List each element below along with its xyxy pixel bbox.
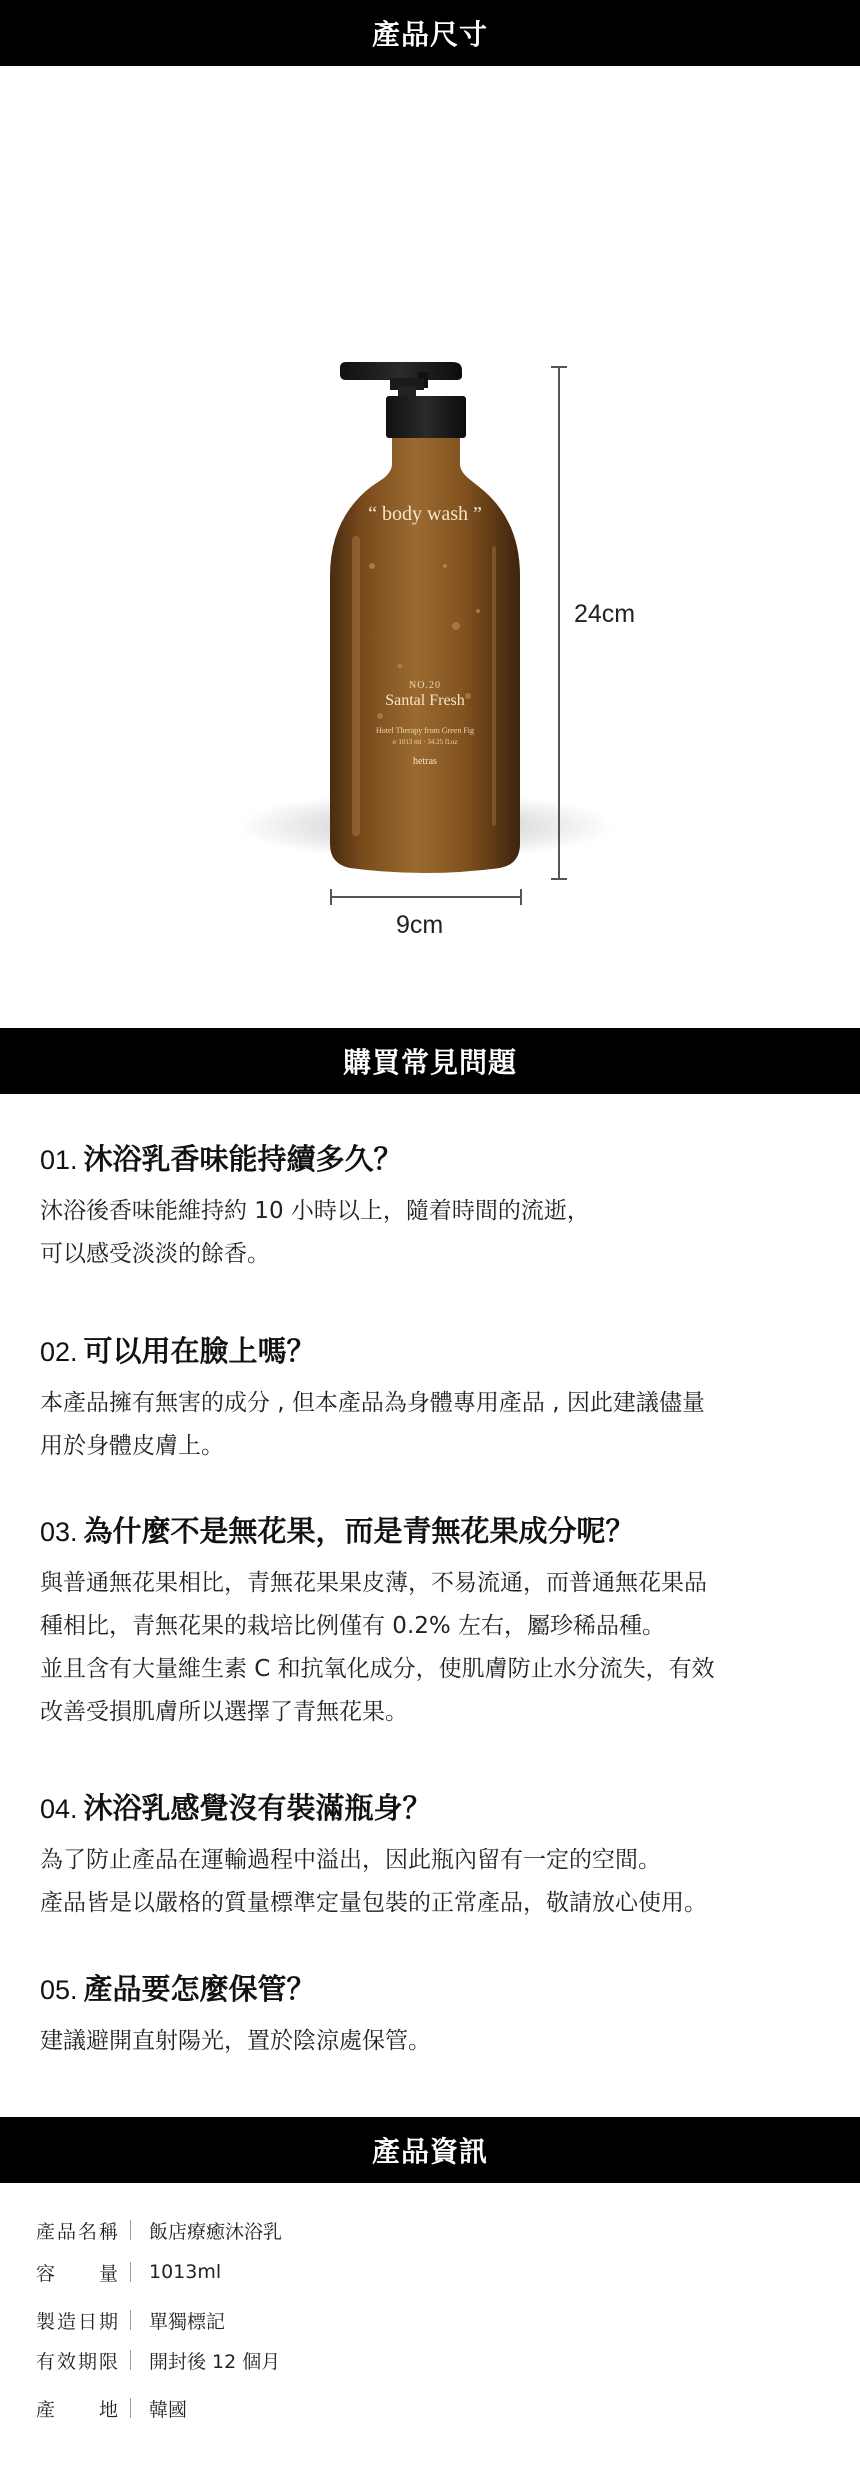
faq-question xyxy=(40,1331,820,1372)
info-row xyxy=(36,2392,187,2424)
faq-answer: 建議避開直射陽光，置於陰涼處保管。 xyxy=(40,2028,431,2054)
faq-question-text: 沐浴乳香味能持續多久？ xyxy=(83,1142,403,1176)
faq-item xyxy=(40,1139,820,1276)
height-dimension-line xyxy=(558,366,560,880)
faq-question-text: 產品要怎麼保管？ xyxy=(83,1972,316,2006)
faq-item xyxy=(40,1788,820,1925)
bottle-label-number: NO.20 xyxy=(409,680,441,691)
info-divider xyxy=(130,2310,131,2330)
faq-answer: 沐浴後香味能維持約 10 小時以上，隨着時間的流逝， 可以感受淡淡的餘香。 xyxy=(40,1198,590,1267)
info-key: 產 地 xyxy=(36,2398,118,2421)
info-row xyxy=(36,2304,225,2336)
faq-question xyxy=(40,1511,820,1552)
info-divider xyxy=(130,2350,131,2370)
width-dimension-line xyxy=(330,896,522,898)
bottle-label-subtitle: Hotel Therapy from Green Fig xyxy=(375,726,475,735)
info-key: 製造日期 xyxy=(36,2310,118,2333)
section-title-faq: 購買常見問題 xyxy=(342,1046,517,1079)
faq-item xyxy=(40,1511,820,1734)
faq-question-text: 沐浴乳感覺沒有裝滿瓶身？ xyxy=(83,1791,432,1825)
bottle-illustration xyxy=(0,66,860,1028)
info-row xyxy=(36,2214,282,2246)
product-size-area xyxy=(0,66,860,1028)
faq-answer: 為了防止產品在運輸過程中溢出，因此瓶內留有一定的空間。 產品皆是以嚴格的質量標準定量包裝的正常產品，敬請放心使用。 xyxy=(40,1847,707,1916)
bottle-label-name: Santal Fresh xyxy=(385,692,465,709)
bottle-image xyxy=(0,66,860,1028)
height-dimension-label: 24cm xyxy=(574,600,636,628)
faq-item xyxy=(40,1331,820,1468)
faq-number: 01. xyxy=(40,1145,78,1175)
info-value: 韓國 xyxy=(149,2398,188,2421)
faq-question xyxy=(40,1139,820,1180)
info-value: 單獨標記 xyxy=(149,2310,226,2333)
faq-question-text: 可以用在臉上嗎？ xyxy=(83,1334,316,1368)
faq-number: 03. xyxy=(40,1517,78,1547)
info-value: 飯店療癒沐浴乳 xyxy=(149,2220,283,2243)
section-header-info xyxy=(0,2117,860,2183)
faq-question-text: 為什麼不是無花果，而是青無花果成分呢？ xyxy=(83,1514,635,1548)
faq-number: 02. xyxy=(40,1337,78,1367)
faq-question xyxy=(40,1969,820,2010)
faq-question xyxy=(40,1788,820,1829)
width-dimension-cap-right xyxy=(520,889,522,905)
section-header-size xyxy=(0,0,860,66)
bottle-label-title: “ body wash ” xyxy=(368,503,482,525)
info-key: 有效期限 xyxy=(36,2350,118,2373)
info-row xyxy=(36,2256,221,2288)
height-dimension-cap-bottom xyxy=(551,878,567,880)
info-divider xyxy=(130,2220,131,2240)
section-header-faq xyxy=(0,1028,860,1094)
info-divider xyxy=(130,2262,131,2282)
faq-number: 04. xyxy=(40,1794,78,1824)
info-key: 容 量 xyxy=(36,2262,118,2285)
bottle-label-volume: ℮ 1013 ml · 34.25 fl.oz xyxy=(392,738,458,746)
info-value: 開封後 12 個月 xyxy=(149,2350,281,2373)
width-dimension-label: 9cm xyxy=(396,911,444,939)
bottle-label-brand: hetras xyxy=(413,756,437,767)
faq-answer: 與普通無花果相比，青無花果果皮薄，不易流通，而普通無花果品 種相比，青無花果的栽培比例僅有 0.2% 左右，屬珍稀品種。 並且含有大量維生素 C 和抗氧化成分，使肌膚防止水分流失，有效 改善受損肌膚所以選擇了青無花果。 xyxy=(40,1570,715,1725)
section-title-info: 產品資訊 xyxy=(371,2135,488,2168)
info-value: 1013ml xyxy=(149,2261,222,2283)
info-key: 產品名稱 xyxy=(36,2220,118,2243)
section-title-size: 產品尺寸 xyxy=(371,18,488,51)
faq-number: 05. xyxy=(40,1975,78,2005)
info-divider xyxy=(130,2398,131,2418)
faq-item xyxy=(40,1969,820,2063)
info-row xyxy=(36,2344,280,2376)
faq-answer: 本產品擁有無害的成分 , 但本產品為身體專用產品 , 因此建議儘量 用於身體皮膚上。 xyxy=(40,1390,705,1459)
